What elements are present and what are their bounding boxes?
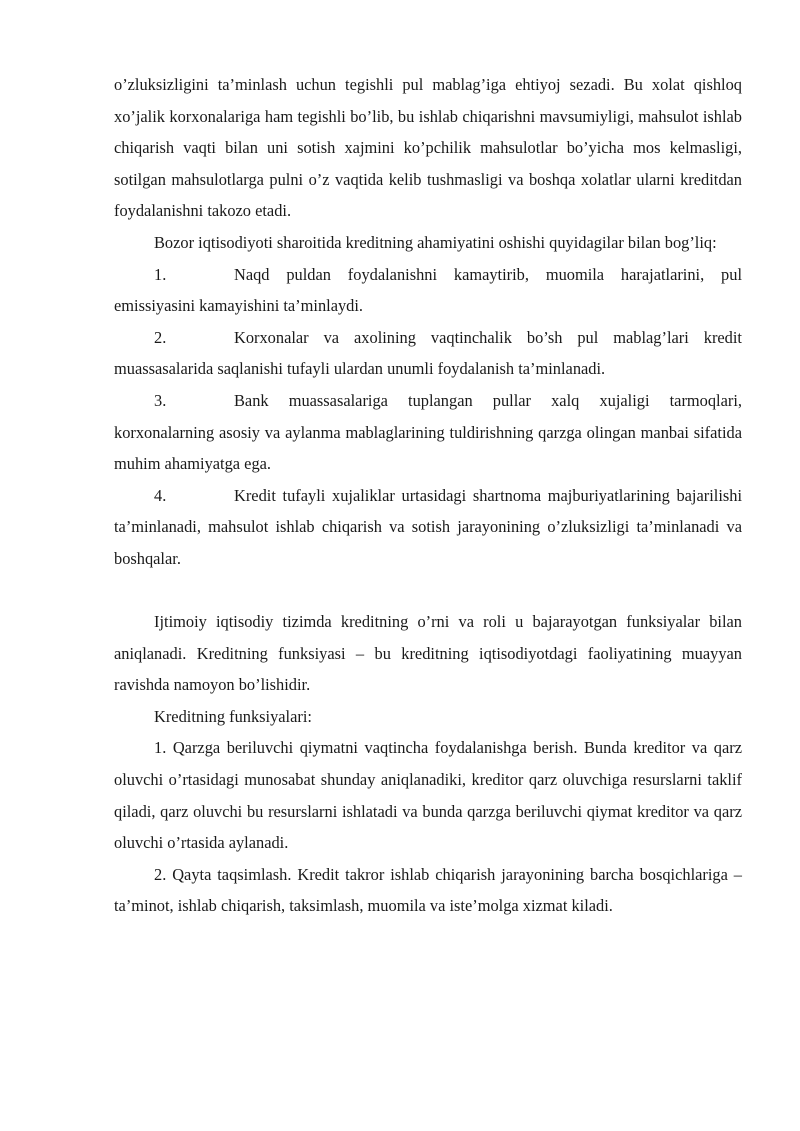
list-item-text: Naqd puldan foydalanishni kamaytirib, muomila harajatlarini, pul emissiyasini kamayishini ta’minlaydi. <box>114 264 742 316</box>
paragraph-continuation: o’zluksizligini ta’minlash uchun tegishli pul mablag’iga ehtiyoj sezadi. Bu xolat qishloq xo’jalik korxonalariga ham tegishli bo’lib, bu ishlab chiqarishni mavsumiyligi, mahsulot ishlab chiqarish vaqti bilan uni sotish xajmini ko’pchilik mahsulotlar bo’yicha mos kelmasligi, sotilgan mahsulotlarga pulni o’z vaqtida kelib tushmasligi va boshqa xolatlar ularni kreditdan foydalanishni takozo etadi. <box>114 75 742 221</box>
paragraph-role-of-credit: Ijtimoiy iqtisodiy tizimda kreditning o’rni va roli u bajarayotgan funksiyalar bilan aniqlanadi. Kreditning funksiyasi – bu kreditning iqtisodiyotdagi faoliyatining muayyan ravishda namoyon bo’lishidir. <box>114 612 742 695</box>
paragraph-function-2: 2. Qayta taqsimlash. Kredit takror ishlab chiqarish jarayonining barcha bosqichlariga – ta’minot, ishlab chiqarish, taksimlash, muomila va iste’molga xizmat kiladi. <box>114 864 742 916</box>
list-item-text: Kredit tufayli xujaliklar urtasidagi shartnoma majburiyatlarining bajarilishi ta’minlanadi, mahsulot ishlab chiqarish va sotish jarayonining o’zluksizligi ta’minlanadi va boshqalar. <box>114 485 742 568</box>
list-item-number: 4. <box>154 485 167 505</box>
paragraph-intro-list: Bozor iqtisodiyoti sharoitida kreditning ahamiyatini oshishi quyidagilar bilan bog’liq: <box>154 232 717 252</box>
list-item-text: Bank muassasalariga tuplangan pullar xalq xujaligi tarmoqlari, korxonalarning asosiy va aylanma mablaglarining tuldirishning qarzga olingan manbai sifatida muhim ahamiyatga ega. <box>114 390 742 474</box>
list-item-text: Korxonalar va axolining vaqtinchalik bo’sh pul mablag’lari kredit muassasalarida saqlanishi tufayli ulardan unumli foydalanish ta’minlanadi. <box>114 327 742 379</box>
list-item-number: 3. <box>154 390 167 410</box>
blank-line <box>114 575 742 607</box>
list-item <box>114 259 742 322</box>
list-item <box>114 322 742 385</box>
list-item-number: 1. <box>154 264 167 284</box>
list-item-number: 2. <box>154 327 167 347</box>
list-item <box>114 480 742 575</box>
paragraph-functions-heading: Kreditning funksiyalari: <box>154 706 312 726</box>
paragraph-function-1: 1. Qarzga beriluvchi qiymatni vaqtincha foydalanishga berish. Bunda kreditor va qarz oluvchi o’rtasidagi munosabat shunday aniqlanadiki, kreditor qarz oluvchiga resurslarni taklif qiladi, qarz oluvchi bu resurslarni ishlatadi va bunda qarzga beriluvchi qiymat kreditor va qarz oluvchi o’rtasida aylanadi. <box>114 738 742 853</box>
list-item <box>114 385 742 480</box>
